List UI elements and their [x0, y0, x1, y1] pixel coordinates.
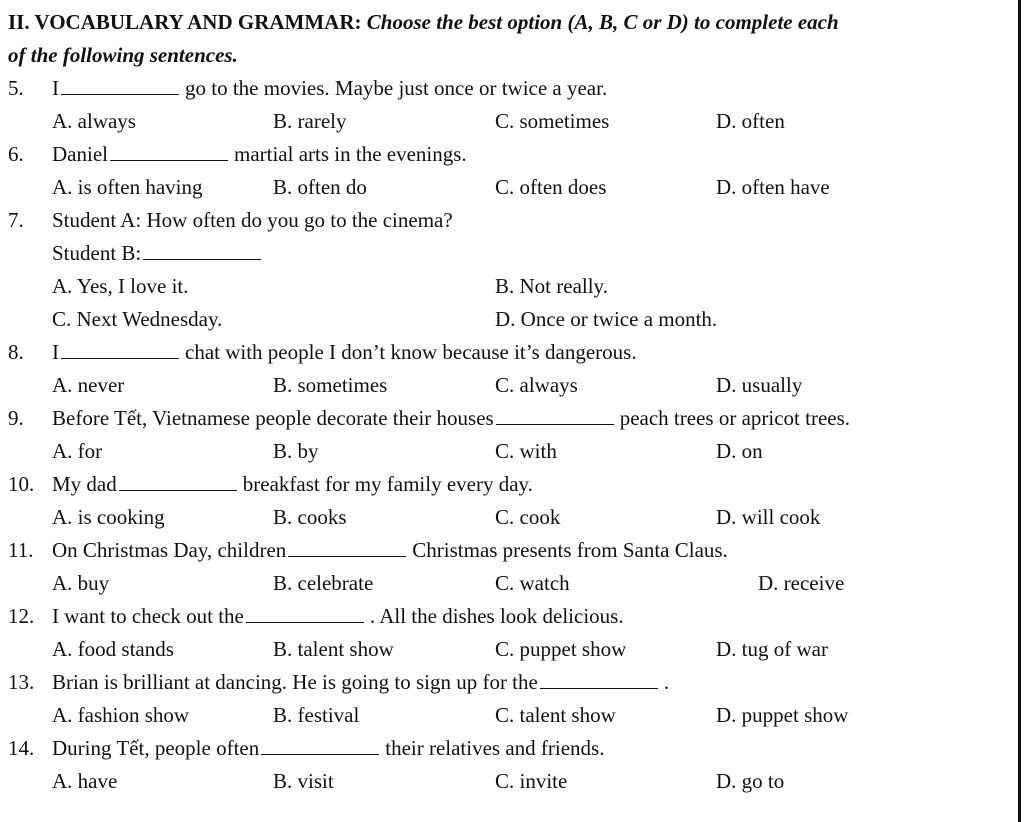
question-number: 13. [8, 670, 35, 694]
answer-blank [110, 140, 228, 161]
answer-blank [261, 734, 379, 755]
option-c: C. always [495, 373, 578, 397]
option-a: A. is cooking [52, 505, 165, 529]
option-a: A. Yes, I love it. [52, 274, 189, 298]
question-text-before: Before Tết, Vietnamese people decorate their houses [52, 406, 494, 430]
question-number: 8. [8, 340, 24, 364]
option-b: B. often do [273, 175, 367, 199]
question-text-before: My dad [52, 472, 117, 496]
option-a: A. always [52, 109, 136, 133]
answer-blank [119, 470, 237, 491]
option-a: A. for [52, 439, 103, 463]
question-8 [8, 336, 1008, 402]
question-7 [8, 204, 1008, 336]
question-number: 14. [8, 736, 35, 760]
question-13 [8, 666, 1008, 732]
option-c: C. often does [495, 175, 607, 199]
option-c: C. puppet show [495, 637, 627, 661]
answer-blank [61, 338, 179, 359]
option-b: B. by [273, 439, 319, 463]
option-b: B. rarely [273, 109, 347, 133]
option-a: A. food stands [52, 637, 174, 661]
option-d: D. tug of war [716, 637, 828, 661]
question-text-after: breakfast for my family every day. [242, 472, 533, 496]
option-d: D. often have [716, 175, 830, 199]
question-9 [8, 402, 1008, 468]
question-10 [8, 468, 1008, 534]
option-c: C. sometimes [495, 109, 610, 133]
question-number: 7. [8, 208, 24, 232]
question-number: 12. [8, 604, 35, 628]
question-text-before: During Tết, people often [52, 736, 260, 760]
option-b: B. festival [273, 703, 360, 727]
option-a: A. is often having [52, 175, 203, 199]
option-c: C. with [495, 439, 557, 463]
option-d: D. usually [716, 373, 803, 397]
question-text-after: go to the movies. Maybe just once or twice a year. [185, 76, 608, 100]
option-d: D. Once or twice a month. [495, 307, 718, 331]
answer-blank [540, 668, 658, 689]
option-b: B. cooks [273, 505, 347, 529]
question-number: 5. [8, 76, 24, 100]
question-text-after: their relatives and friends. [385, 736, 605, 760]
question-14 [8, 732, 1008, 798]
question-6 [8, 138, 1008, 204]
answer-blank [143, 239, 261, 260]
question-11 [8, 534, 1008, 600]
question-text-before: On Christmas Day, children [52, 538, 287, 562]
question-text-after: . [663, 670, 670, 694]
answer-blank [496, 404, 614, 425]
heading-line-1 [8, 6, 1008, 39]
question-text-after: . All the dishes look delicious. [369, 604, 624, 628]
question-text-before: I [52, 76, 59, 100]
option-c: C. cook [495, 505, 561, 529]
question-text-after: martial arts in the evenings. [233, 142, 467, 166]
option-d: D. receive [758, 571, 845, 595]
option-d: D. will cook [716, 505, 821, 529]
option-c: C. watch [495, 571, 570, 595]
option-d: D. go to [716, 769, 785, 793]
answer-blank [288, 536, 406, 557]
instruction-part-1: Choose the best option (A, B, C or D) to complete each [366, 10, 839, 34]
answer-blank [246, 602, 364, 623]
question-text-before: I [52, 340, 59, 364]
option-d: D. on [716, 439, 763, 463]
question-number: 9. [8, 406, 24, 430]
option-b: B. talent show [273, 637, 394, 661]
question-text-before: Brian is brilliant at dancing. He is going to sign up for the [52, 670, 538, 694]
option-a: A. buy [52, 571, 110, 595]
section-heading [8, 6, 1008, 72]
question-text-after: Christmas presents from Santa Claus. [412, 538, 728, 562]
question-12 [8, 600, 1008, 666]
question-number: 11. [8, 538, 34, 562]
option-b: B. Not really. [495, 274, 608, 298]
question-text-after: peach trees or apricot trees. [619, 406, 851, 430]
option-a: A. never [52, 373, 125, 397]
instruction-part-2: of the following sentences. [8, 43, 238, 67]
worksheet-page [8, 6, 1008, 798]
option-a: A. have [52, 769, 118, 793]
section-title: II. VOCABULARY AND GRAMMAR: [8, 10, 362, 34]
option-b: B. celebrate [273, 571, 374, 595]
option-d: D. often [716, 109, 785, 133]
option-c: C. invite [495, 769, 568, 793]
option-c: C. Next Wednesday. [52, 307, 223, 331]
question-line-2: Student B: [52, 241, 142, 265]
answer-blank [61, 74, 179, 95]
question-text-before: I want to check out the [52, 604, 244, 628]
question-line-1: Student A: How often do you go to the cinema? [52, 208, 453, 232]
page-right-border [1018, 0, 1021, 822]
question-text-before: Daniel [52, 142, 108, 166]
option-c: C. talent show [495, 703, 616, 727]
option-b: B. visit [273, 769, 334, 793]
question-text-after: chat with people I don’t know because it’s dangerous. [185, 340, 637, 364]
question-5 [8, 72, 1008, 138]
option-a: A. fashion show [52, 703, 190, 727]
question-number: 10. [8, 472, 35, 496]
option-b: B. sometimes [273, 373, 388, 397]
question-number: 6. [8, 142, 24, 166]
option-d: D. puppet show [716, 703, 849, 727]
